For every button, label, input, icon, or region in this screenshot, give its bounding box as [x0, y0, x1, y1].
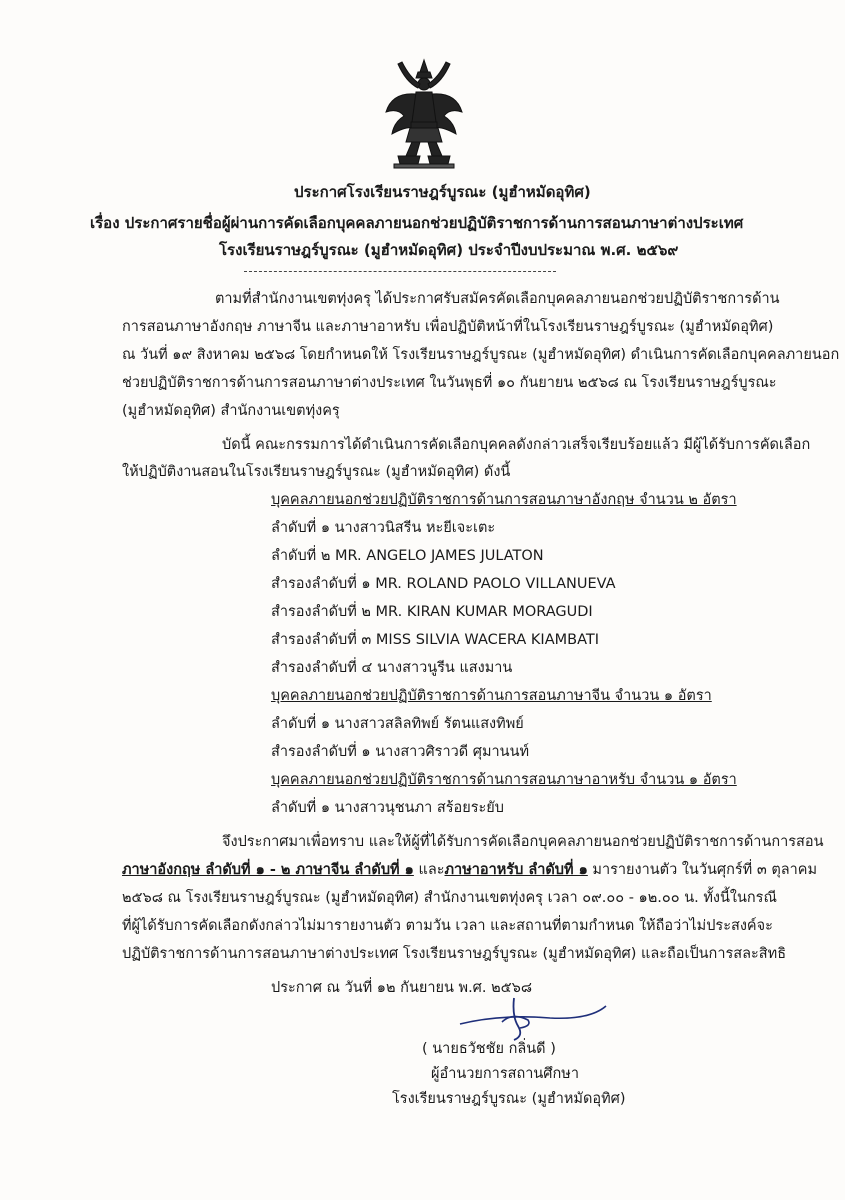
para1-line: ตามที่สำนักงานเขตทุ่งครุ ได้ประกาศรับสมัครคัดเลือกบุคคลภายนอกช่วยปฏิบัติราชการด้าน	[215, 291, 780, 307]
para3-line: ปฏิบัติราชการด้านการสอนภาษาต่างประเทศ โรงเรียนราษฎร์บูรณะ (มูฮำหมัดอุทิศ) และถือเป็นการสละสิทธิ	[122, 946, 787, 962]
candidate-item: สำรองลำดับที่ ๑ นางสาวศิราวดี ศุมานนท์	[271, 744, 530, 760]
arabic-section-heading: บุคคลภายนอกช่วยปฏิบัติราชการด้านการสอนภาษาอาหรับ จำนวน ๑ อัตรา	[271, 772, 737, 788]
candidate-item: ลำดับที่ ๑ นางสาวสลิลทิพย์ รัตนแสงทิพย์	[271, 716, 524, 732]
para3-line: ๒๕๖๘ ณ โรงเรียนราษฎร์บูรณะ (มูฮำหมัดอุทิศ) สำนักงานเขตทุ่งครุ เวลา ๐๙.๐๐ - ๑๒.๐๐ น. ทั้งนี้ในกรณี	[122, 890, 777, 906]
announcement-title: ประกาศโรงเรียนราษฎร์บูรณะ (มูฮำหมัดอุทิศ)	[294, 183, 591, 201]
signatory-school: โรงเรียนราษฎร์บูรณะ (มูฮำหมัดอุทิศ)	[392, 1091, 626, 1107]
para2-line: บัดนี้ คณะกรรมการได้ดำเนินการคัดเลือกบุคคลดังกล่าวเสร็จเรียบร้อยแล้ว มีผู้ได้รับการคัดเลือก	[222, 437, 811, 453]
chinese-section-heading: บุคคลภายนอกช่วยปฏิบัติราชการด้านการสอนภาษาจีน จำนวน ๑ อัตรา	[271, 688, 712, 704]
para3-line: ที่ผู้ได้รับการคัดเลือกดังกล่าวไม่มารายงานตัว ตามวัน เวลา และสถานที่ตามกำหนด ให้ถือว่าไม่ประสงค์จะ	[122, 918, 773, 934]
para1-line: การสอนภาษาอังกฤษ ภาษาจีน และภาษาอาหรับ เพื่อปฏิบัติหน้าที่ในโรงเรียนราษฎร์บูรณะ (มูฮำหมัดอุทิศ)	[122, 319, 774, 335]
para3-report-date: มารายงานตัว ในวันศุกร์ที่ ๓ ตุลาคม	[587, 862, 818, 878]
candidate-item: สำรองลำดับที่ ๑ MR. ROLAND PAOLO VILLANUEVA	[271, 576, 616, 592]
candidate-item: สำรองลำดับที่ ๔ นางสาวนูรีน แสงมาน	[271, 660, 513, 676]
para1-line: ณ วันที่ ๑๙ สิงหาคม ๒๕๖๘ โดยกำหนดให้ โรงเรียนราษฎร์บูรณะ (มูฮำหมัดอุทิศ) ดำเนินการคัดเลือกบุคคลภายนอก	[122, 347, 840, 363]
english-section-heading: บุคคลภายนอกช่วยปฏิบัติราชการด้านการสอนภาษาอังกฤษ จำนวน ๒ อัตรา	[271, 492, 737, 508]
para3-line-2	[122, 862, 817, 878]
para3-bold-arabic: ภาษาอาหรับ ลำดับที่ ๑	[444, 862, 588, 878]
signatory-position: ผู้อำนวยการสถานศึกษา	[431, 1066, 579, 1082]
announcement-date: ประกาศ ณ วันที่ ๑๒ กันยายน พ.ศ. ๒๕๖๘	[271, 980, 533, 996]
signatory-name: ( นายธวัชชัย กลิ่นดี )	[422, 1041, 556, 1057]
handwritten-signature-icon	[440, 992, 610, 1042]
para2-line: ให้ปฏิบัติงานสอนในโรงเรียนราษฎร์บูรณะ (มูฮำหมัดอุทิศ) ดังนี้	[122, 464, 511, 480]
para3-bold-english-chinese: ภาษาอังกฤษ ลำดับที่ ๑ - ๒ ภาษาจีน ลำดับที่ ๑	[122, 862, 414, 878]
candidate-item: สำรองลำดับที่ ๓ MISS SILVIA WACERA KIAMBATI	[271, 632, 599, 648]
announcement-fiscal-year: โรงเรียนราษฎร์บูรณะ (มูฮำหมัดอุทิศ) ประจำปีงบประมาณ พ.ศ. ๒๕๖๙	[219, 241, 679, 259]
para3-line: จึงประกาศมาเพื่อทราบ และให้ผู้ที่ได้รับการคัดเลือกบุคคลภายนอกช่วยปฏิบัติราชการด้านการสอน	[222, 834, 824, 850]
garuda-emblem-icon	[384, 58, 464, 170]
para1-line: (มูฮำหมัดอุทิศ) สำนักงานเขตทุ่งครุ	[122, 403, 340, 419]
candidate-item: ลำดับที่ ๑ นางสาวนิสรีน หะยีเจะเตะ	[271, 520, 496, 536]
candidate-item: ลำดับที่ ๒ MR. ANGELO JAMES JULATON	[271, 548, 544, 564]
para3-and: และ	[413, 862, 445, 878]
announcement-subject: เรื่อง ประกาศรายชื่อผู้ผ่านการคัดเลือกบุคคลภายนอกช่วยปฏิบัติราชการด้านการสอนภาษาต่างประเทศ	[90, 214, 744, 232]
candidate-item: สำรองลำดับที่ ๒ MR. KIRAN KUMAR MORAGUDI	[271, 604, 593, 620]
para1-line: ช่วยปฏิบัติราชการด้านการสอนภาษาต่างประเทศ ในวันพุธที่ ๑๐ กันยายน ๒๕๖๘ ณ โรงเรียนราษฎร์บูรณะ	[122, 375, 777, 391]
candidate-item: ลำดับที่ ๑ นางสาวนุชนภา สร้อยระยับ	[271, 800, 504, 816]
header-divider	[244, 271, 556, 272]
